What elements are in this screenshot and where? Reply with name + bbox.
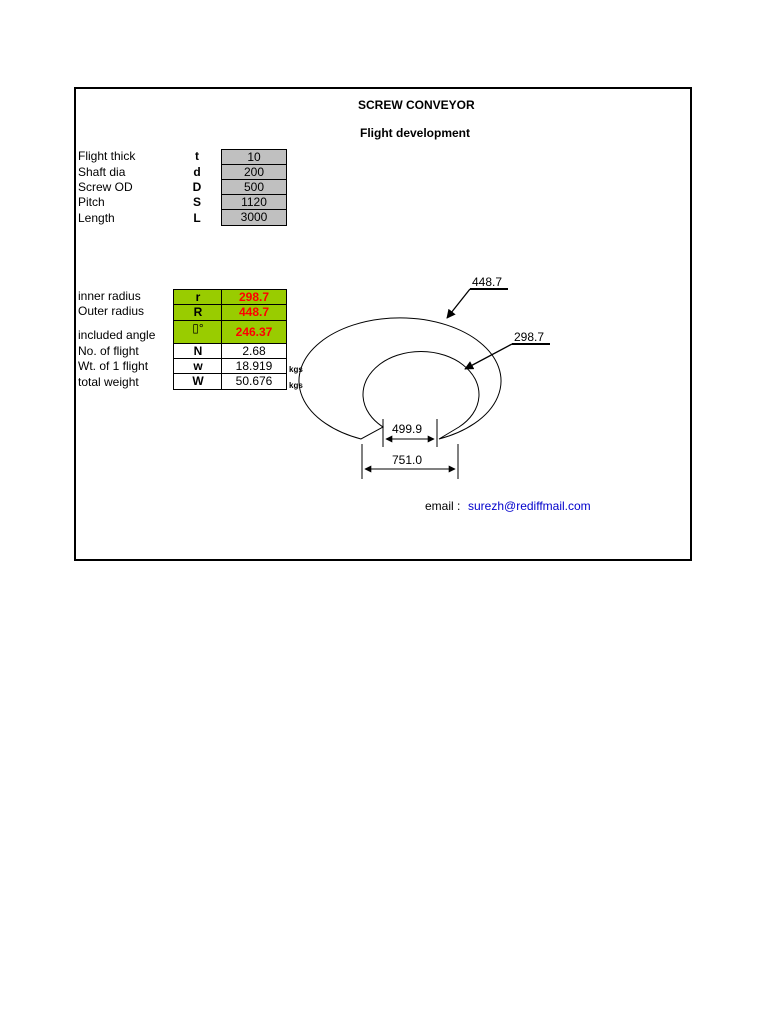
result-label-outer-radius: Outer radius	[78, 304, 145, 318]
input-cell-length[interactable]: 3000	[221, 209, 287, 226]
input-symbol-L: L	[193, 211, 201, 225]
input-label-pitch: Pitch	[78, 195, 105, 209]
page-subtitle: Flight development	[360, 126, 471, 140]
result-symbol-W: W	[173, 373, 223, 390]
input-symbol-d: d	[193, 165, 201, 179]
input-label-flight-thick: Flight thick	[78, 149, 136, 163]
inner-radius-leader-arrow	[465, 344, 512, 369]
gap-outer-dimension: 751.0	[392, 453, 423, 467]
result-symbol-w: w	[173, 358, 223, 374]
result-label-wt-of-1-flight: Wt. of 1 flight	[78, 359, 149, 373]
result-symbol-N: N	[173, 343, 223, 359]
outer-radius-leader-arrow	[447, 289, 470, 318]
flight-development-diagram	[76, 89, 690, 559]
result-symbol-r: r	[173, 289, 223, 305]
flight-blank-outline	[299, 318, 501, 439]
result-label-included-angle: included angle	[78, 328, 156, 342]
page-title: SCREW CONVEYOR	[358, 98, 475, 112]
input-symbol-D: D	[192, 180, 202, 194]
result-symbol-R: R	[173, 304, 223, 321]
input-cell-shaft-dia[interactable]: 200	[221, 164, 287, 180]
outer-radius-dimension: 448.7	[472, 275, 503, 289]
result-label-inner-radius: inner radius	[78, 289, 141, 303]
input-symbol-S: S	[192, 195, 201, 209]
result-cell-included-angle[interactable]: 246.37	[221, 320, 287, 344]
result-cell-outer-radius[interactable]: 448.7	[221, 304, 287, 321]
result-cell-no-of-flight[interactable]: 2.68	[221, 343, 287, 359]
input-cell-flight-thick[interactable]: 10	[221, 149, 287, 165]
input-symbol-t: t	[195, 149, 199, 163]
inner-radius-dimension: 298.7	[514, 330, 545, 344]
gap-inner-dimension: 499.9	[392, 422, 423, 436]
input-label-shaft-dia: Shaft dia	[78, 165, 126, 179]
input-label-screw-od: Screw OD	[78, 180, 133, 194]
input-cell-screw-od[interactable]: 500	[221, 179, 287, 195]
result-symbol-angle: ▯°	[173, 320, 223, 344]
email-label: email :	[425, 499, 461, 513]
result-cell-inner-radius[interactable]: 298.7	[221, 289, 287, 305]
result-unit-wt-of-1-flight: kgs	[289, 365, 303, 374]
result-label-total-weight: total weight	[78, 375, 139, 389]
worksheet	[74, 87, 692, 561]
result-label-no-of-flight: No. of flight	[78, 344, 139, 358]
email-link[interactable]: surezh@rediffmail.com	[468, 499, 591, 513]
result-cell-total-weight[interactable]: 50.676	[221, 373, 287, 390]
result-cell-wt-of-1-flight[interactable]: 18.919	[221, 358, 287, 374]
input-label-length: Length	[78, 211, 115, 225]
result-unit-total-weight: kgs	[289, 381, 303, 390]
input-cell-pitch[interactable]: 1120	[221, 194, 287, 210]
